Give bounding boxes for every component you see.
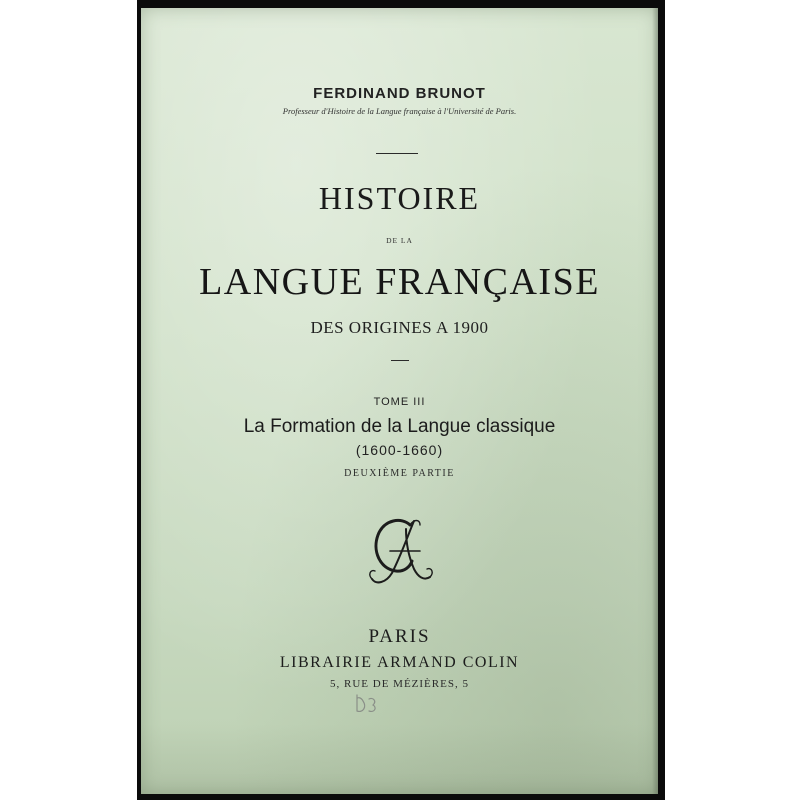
cover-wear-shading: [141, 724, 658, 794]
title-divider-bottom: [391, 360, 409, 361]
author-name: FERDINAND BRUNOT: [313, 85, 486, 102]
pencil-scribble-icon: [353, 691, 381, 717]
publisher-address: 5, RUE DE MÉZIÈRES, 5: [330, 678, 469, 690]
publisher-city: PARIS: [368, 626, 431, 647]
publisher-name: LIBRAIRIE ARMAND COLIN: [279, 654, 520, 671]
title-divider-top: [376, 153, 418, 154]
volume-dates: (1600-1660): [355, 442, 444, 458]
ac-monogram-icon: [362, 511, 438, 591]
title-origins: DES ORIGINES A 1900: [310, 318, 489, 337]
title-de-la: DE LA: [386, 236, 413, 245]
volume-number: TOME III: [373, 396, 426, 408]
book-cover: [141, 8, 658, 794]
volume-part: DEUXIÈME PARTIE: [344, 468, 455, 479]
title-main: LANGUE FRANÇAISE: [199, 261, 600, 303]
author-subtitle: Professeur d'Histoire de la Langue française à l'Université de Paris.: [282, 106, 517, 116]
volume-title: La Formation de la Langue classique: [243, 416, 556, 437]
title-histoire: HISTOIRE: [318, 180, 481, 216]
